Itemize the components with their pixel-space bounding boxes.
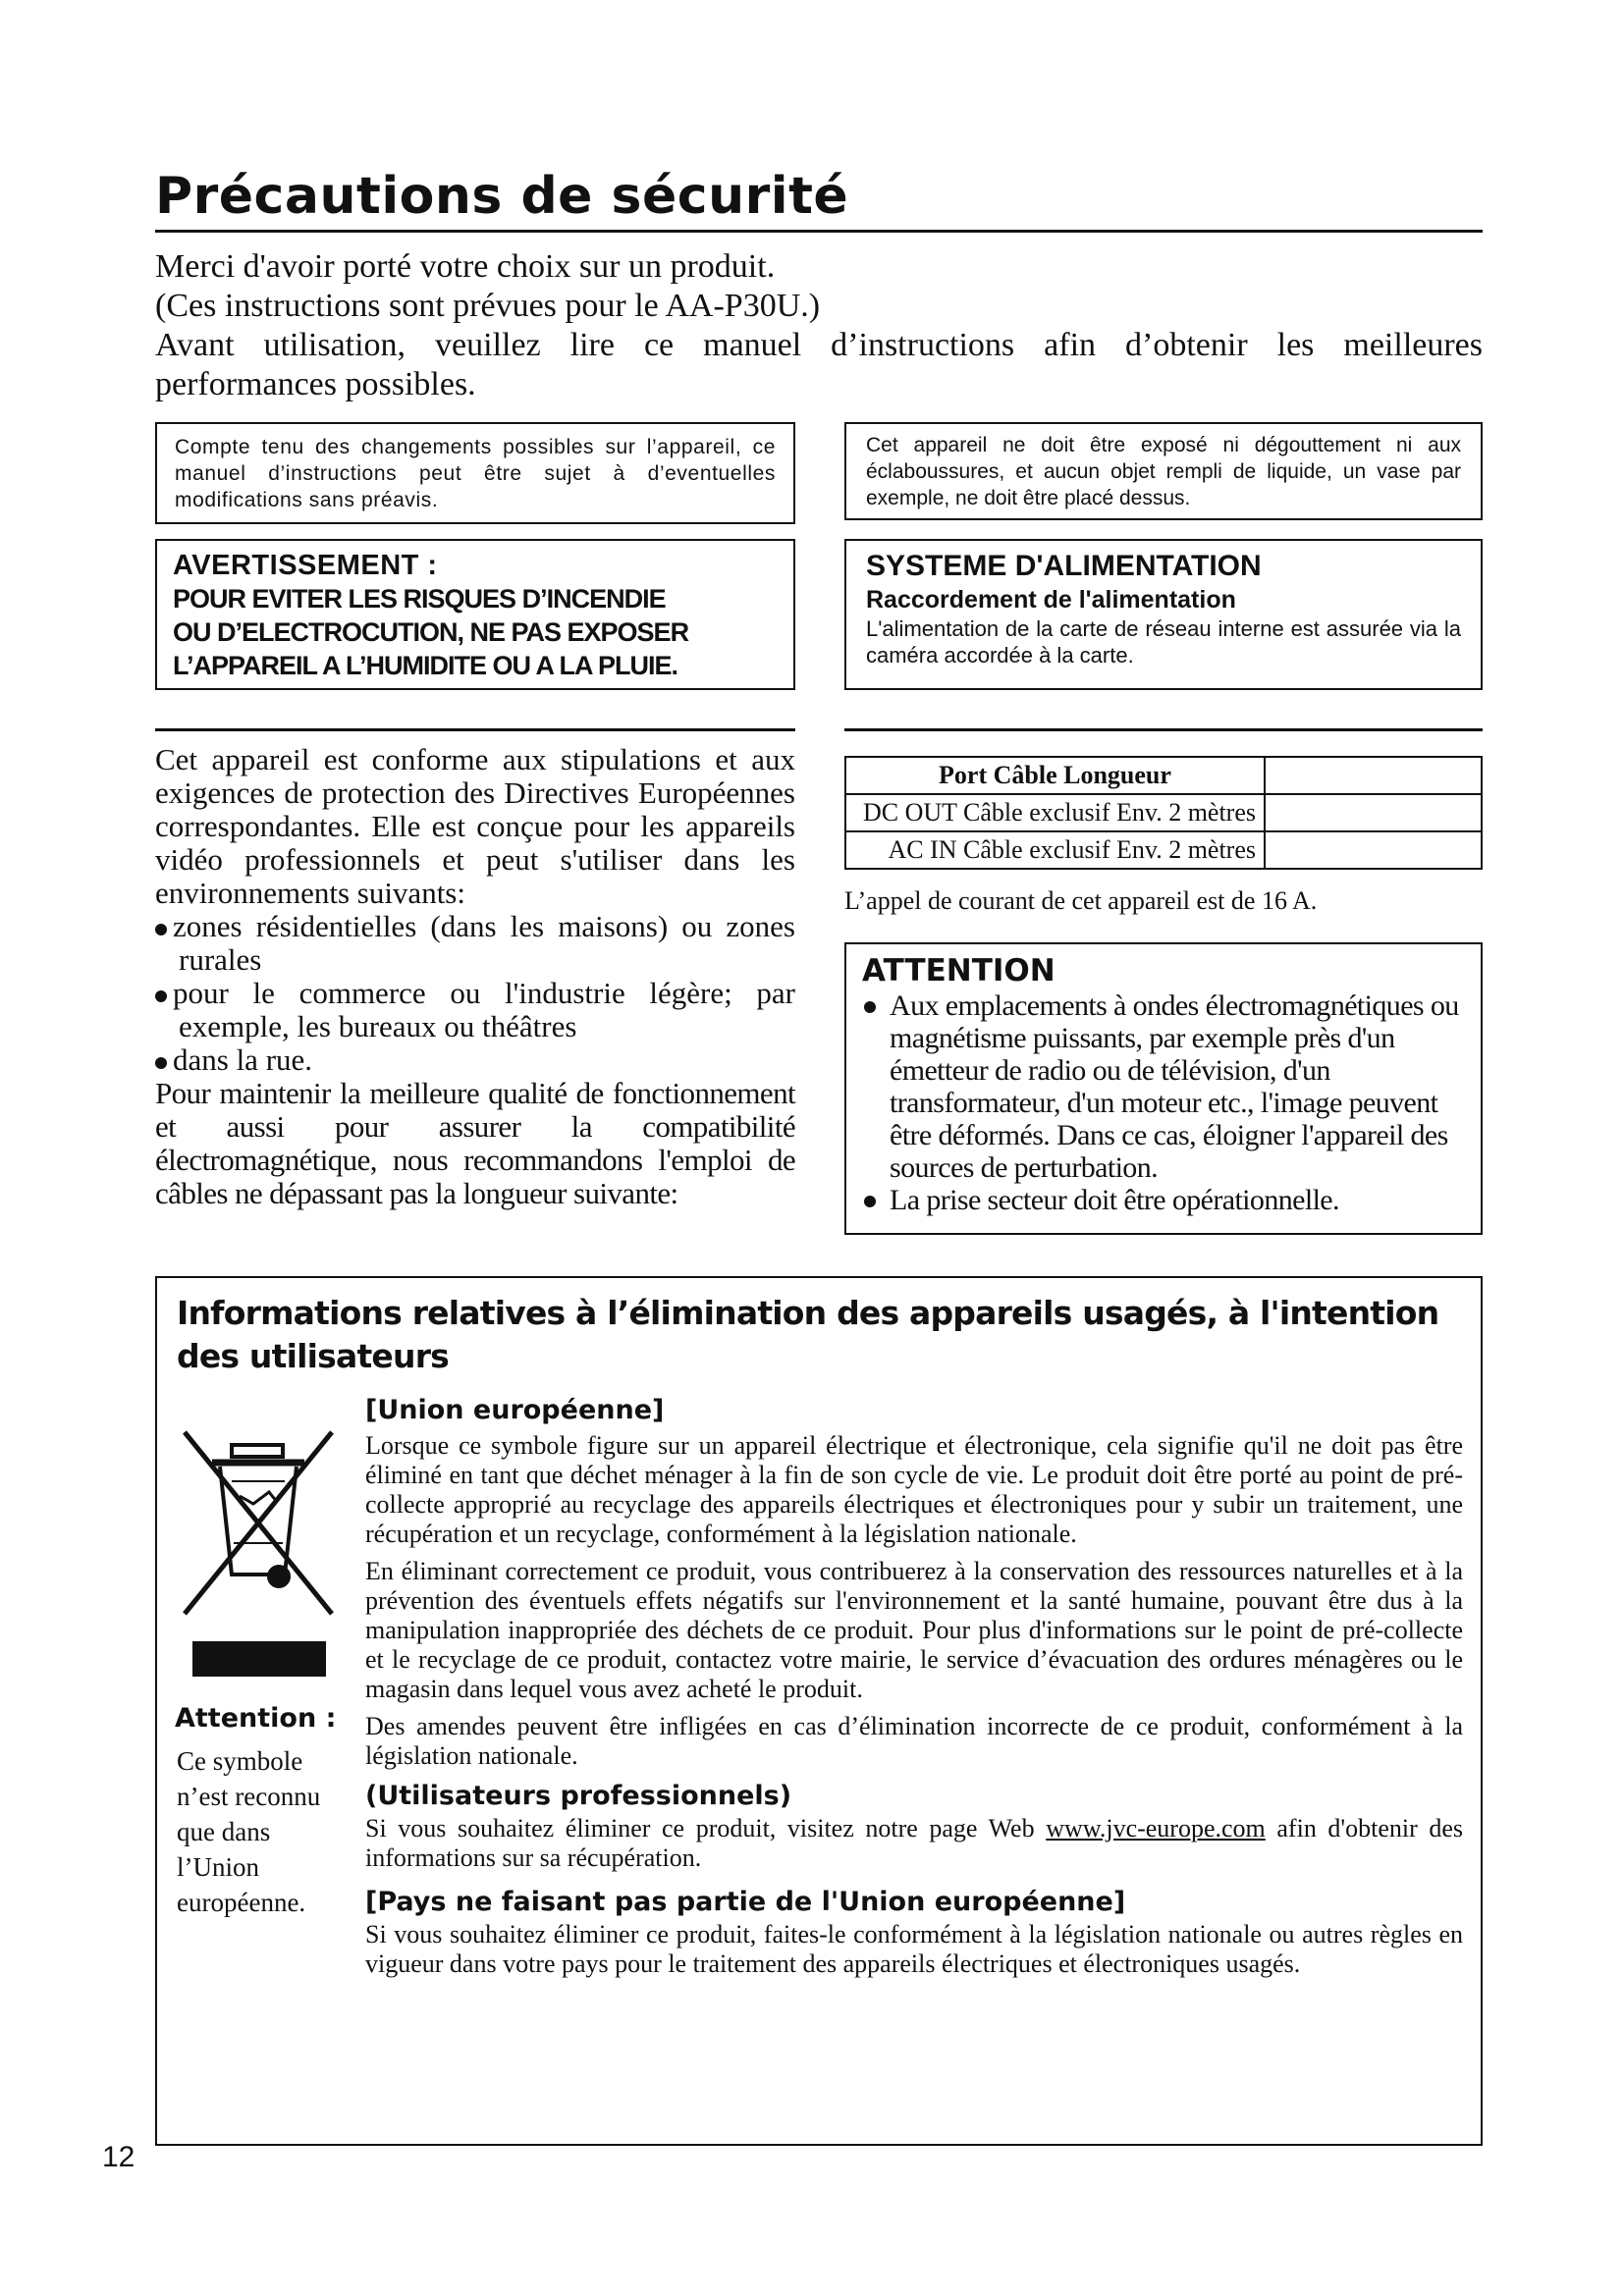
conformity-section: [155, 743, 795, 1210]
notice-text: Cet appareil ne doit être exposé ni dégouttement ni aux éclaboussures, et aucun objet rempli de liquide, un vase par exemple, ne doit être placé dessus.: [866, 434, 1461, 509]
divider: [155, 728, 795, 731]
warning-box: [155, 539, 795, 690]
bullet-icon: [864, 1196, 876, 1207]
table-row: [845, 757, 1482, 794]
bullet-icon: [155, 924, 167, 935]
black-bar-icon: [192, 1641, 326, 1677]
intro-line: Avant utilisation, veuillez lire ce manuel d’instructions afin d’obtenir les meilleures: [155, 327, 1483, 363]
table-cell: DC OUT Câble exclusif Env. 2 mètres: [845, 794, 1265, 831]
attention-box: [844, 942, 1483, 1235]
table-row: [845, 831, 1482, 869]
power-subheading: Raccordement de l'alimentation: [866, 586, 1236, 614]
bullet-icon: [864, 1001, 876, 1013]
intro-line: (Ces instructions sont prévues pour le AA-P30U.): [155, 288, 821, 324]
table-cell: [1265, 757, 1482, 794]
jvc-europe-link[interactable]: www.jvc-europe.com: [1046, 1814, 1266, 1842]
notice-box-changes: [155, 422, 795, 524]
bullet-icon: [155, 990, 167, 1002]
weee-bin-icon: [175, 1427, 342, 1633]
table-cell: [1265, 794, 1482, 831]
page-title: Précautions de sécurité: [155, 165, 1483, 233]
conformity-bullet: dans la rue.: [155, 1043, 795, 1077]
disposal-heading: Informations relatives à l’élimination des appareils usagés, à l'intention des utilisateurs: [177, 1294, 1439, 1375]
intro-text: [155, 247, 1483, 404]
power-heading: SYSTEME D'ALIMENTATION: [866, 550, 1262, 582]
attention-note: Ce symbole n’est reconnu que dans l’Union européenne.: [177, 1746, 321, 1917]
eu-heading: [Union européenne]: [365, 1395, 665, 1425]
eu-paragraph: Lorsque ce symbole figure sur un appareil électrique et électronique, cela signifie qu'il ne doit pas être éliminé en tant que déchet ménager à la fin de son cycle de vie. Le produit doit être porté au point de pré-collecte approprié au recyclage des appareils électriques et électroniques pour y subir un traitement, une récupération et un recyclage, conformément à la législation nationale.: [365, 1431, 1463, 1548]
attention-heading: ATTENTION: [862, 953, 1056, 988]
table-row: [845, 794, 1482, 831]
disposal-info-box: [155, 1276, 1483, 2146]
power-supply-box: [844, 539, 1483, 690]
non-eu-heading: [Pays ne faisant pas partie de l'Union européenne]: [365, 1887, 1126, 1917]
conformity-intro: Cet appareil est conforme aux stipulations et aux exigences de protection des Directives Européennes correspondantes. Elle est conçue pour les appareils vidéo professionnels et peut s'utiliser dans les environnements suivants:: [155, 742, 795, 910]
warning-heading: AVERTISSEMENT :: [173, 550, 438, 581]
pro-paragraph: Si vous souhaitez éliminer ce produit, visitez notre page Web www.jvc-europe.com afin d'obtenir des informations sur sa récupération.: [365, 1814, 1463, 1872]
attention-item: La prise secteur doit être opérationnelle.: [862, 1184, 1465, 1216]
attention-item: Aux emplacements à ondes électromagnétiques ou magnétisme puissants, par exemple près d'un émetteur de radio ou de télévision, d'un transformateur, d'un moteur etc., l'image peuvent être déformés. Dans ce cas, éloigner l'appareil des sources de perturbation.: [862, 989, 1465, 1184]
notice-text: Compte tenu des changements possibles sur l’appareil, ce manuel d’instructions peut être sujet à d’eventuelles modifications sans préavis.: [175, 436, 776, 511]
table-header: Port Câble Longueur: [845, 757, 1265, 794]
warning-line: POUR EVITER LES RISQUES D’INCENDIE: [173, 584, 666, 614]
notice-box-liquids: [844, 422, 1483, 520]
non-eu-paragraph: Si vous souhaitez éliminer ce produit, faites-le conformément à la législation nationale ou autres règles en vigueur dans votre pays pour le traitement des appareils électriques et électroniques usagés.: [365, 1920, 1463, 1978]
table-cell: [1265, 831, 1482, 869]
warning-line: L’APPAREIL A L’HUMIDITE OU A LA PLUIE.: [173, 651, 678, 680]
disposal-text-column: [365, 1392, 1463, 1979]
conformity-bullet: pour le commerce ou l'industrie légère; par exemple, les bureaux ou théâtres: [155, 977, 795, 1043]
conformity-closing: Pour maintenir la meilleure qualité de fonctionnement et aussi pour assurer la compatibilité électromagnétique, nous recommandons l'emploi de câbles ne dépassant pas la longueur suivante:: [155, 1076, 795, 1210]
intro-line: Merci d'avoir porté votre choix sur un produit.: [155, 248, 776, 285]
eu-paragraph: En éliminant correctement ce produit, vous contribuerez à la conservation des ressources naturelles et à la prévention des éventuels effets négatifs sur l'environnement et la santé humaine, pouvant être dus à la manipulation inappropriée des déchets de ce produit. Pour plus d'informations sur le point de pré-collecte et le recyclage de ce produit, contactez votre mairie, le service d’évacuation des ordures ménagères ou le magasin dans lequel vous avez acheté le produit.: [365, 1557, 1463, 1703]
pro-heading: (Utilisateurs professionnels): [365, 1781, 792, 1811]
eu-paragraph: Des amendes peuvent être infligées en cas d’élimination incorrecte de ce produit, conformément à la législation nationale.: [365, 1712, 1463, 1770]
divider: [844, 728, 1483, 731]
cable-length-table: [844, 756, 1483, 870]
page-number: 12: [102, 2141, 135, 2173]
power-text: L'alimentation de la carte de réseau interne est assurée via la caméra accordée à la carte.: [866, 616, 1461, 667]
current-note: L’appel de courant de cet appareil est de 16 A.: [844, 886, 1318, 915]
bullet-icon: [155, 1057, 167, 1069]
attention-label: Attention :: [175, 1703, 337, 1734]
intro-line: performances possibles.: [155, 366, 476, 402]
table-cell: AC IN Câble exclusif Env. 2 mètres: [845, 831, 1265, 869]
conformity-bullet: zones résidentielles (dans les maisons) ou zones rurales: [155, 910, 795, 977]
warning-line: OU D’ELECTROCUTION, NE PAS EXPOSER: [173, 617, 689, 647]
